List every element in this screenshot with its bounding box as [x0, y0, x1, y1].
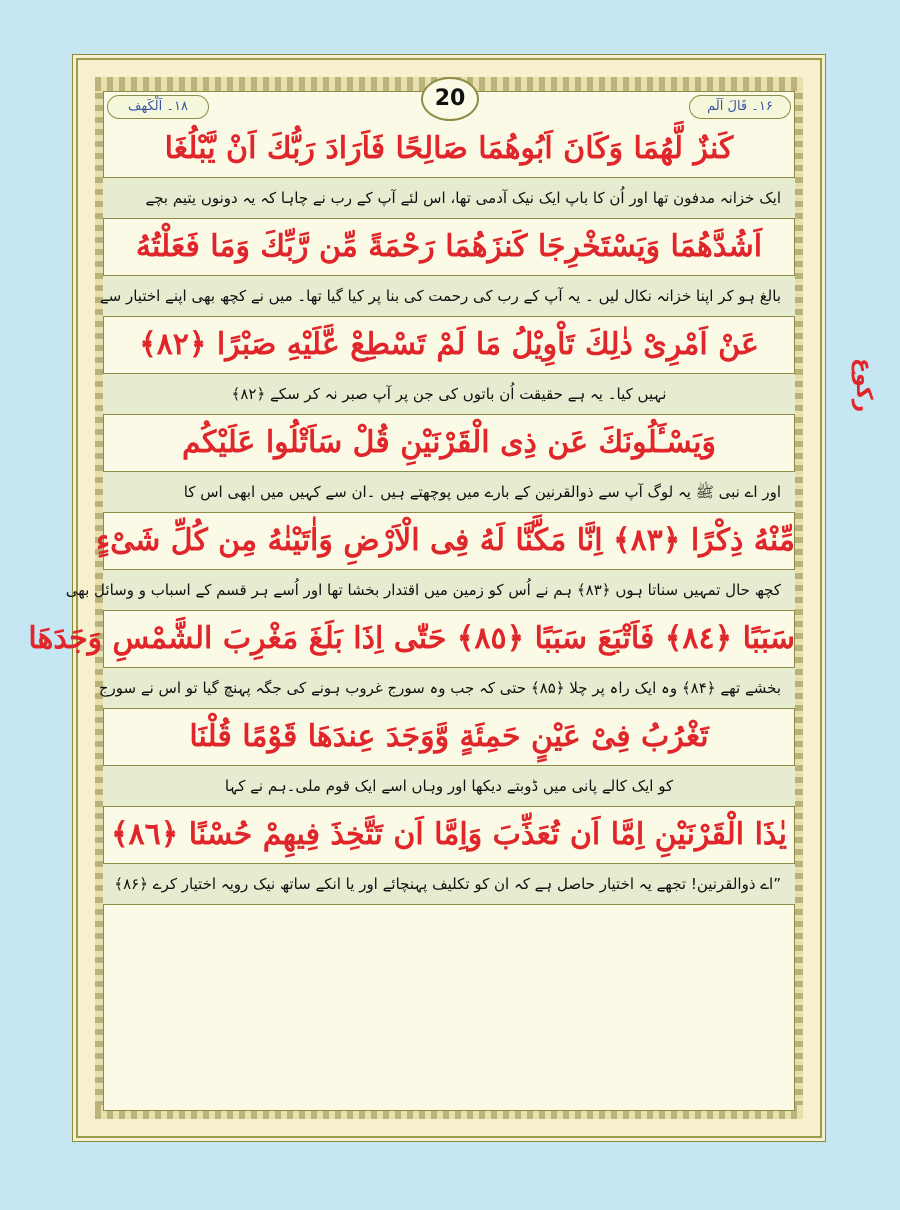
urdu-translation: بخشے تھے ﴿۸۴﴾ وہ ایک راہ پر چلا ﴿۸۵﴾ حتی کہ جب وہ سورج غروب ہونے کی جگہ پہنچ گیا تو اس نے سورج: [103, 667, 795, 709]
urdu-translation: ایک خزانہ مدفون تھا اور اُن کا باپ ایک نیک آدمی تھا، اس لئے آپ کے رب نے چاہا کہ یہ دونوں یتیم بچے: [103, 177, 795, 219]
page-frame: [28, 54, 826, 1142]
arabic-line: كَنزٌ لَّهُمَا وَكَانَ اَبُوهُمَا صَالِحًا فَاَرَادَ رَبُّكَ اَنْ يَّبْلُغَا: [164, 131, 734, 166]
urdu-translation: کو ایک کالے پانی میں ڈوبتے دیکھا اور وہاں اسے ایک قوم ملی۔ہم نے کہا: [103, 765, 795, 807]
arabic-line: اَشُدَّهُمَا وَيَسْتَخْرِجَا كَنزَهُمَا رَحْمَةً مِّن رَّبِّكَ وَمَا فَعَلْتُهُ: [135, 229, 763, 264]
arabic-line: سَبَبًا ﴿٨٤﴾ فَاَتْبَعَ سَبَبًا ﴿٨٥﴾ حَتّٰى اِذَا بَلَغَ مَغْرِبَ الشَّمْسِ وَجَدَهَا: [28, 621, 795, 656]
arabic-line: يٰذَا الْقَرْنَيْنِ اِمَّا اَن تُعَذِّبَ وَاِمَّا اَن تَتَّخِذَ فِيهِمْ حُسْنًا ﴿٨٦﴾: [110, 817, 788, 852]
para-label: ۱۶۔ قَالَ اَلَم: [689, 95, 791, 119]
arabic-line: عَنْ اَمْرِىْ ذٰلِكَ تَاْوِيْلُ مَا لَمْ تَسْطِعْ عَّلَيْهِ صَبْرًا ﴿٨٢﴾: [139, 327, 759, 362]
urdu-translation: کچھ حال تمہیں سناتا ہوں ﴿۸۳﴾ ہم نے اُس کو زمین میں اقتدار بخشا تھا اور اُسے ہر قسم کے اسباب و وسائل بھی: [103, 569, 795, 611]
urdu-translation: بالغ ہو کر اپنا خزانہ نکال لیں ۔ یہ آپ کے رب کی رحمت کی بنا پر کیا گیا تھا۔ میں نے کچھ بھی اپنے اختیار سے: [103, 275, 795, 317]
arabic-line: مِّنْهُ ذِكْرًا ﴿٨٣﴾ اِنَّا مَكَّنَّا لَهُ فِى الْاَرْضِ وَاٰتَيْنٰهُ مِن كُلِّ شَىْءٍ: [96, 523, 795, 558]
page-number: 20: [421, 77, 479, 121]
page-header: [103, 86, 795, 121]
urdu-translation: ”اے ذوالقرنین! تجھے یہ اختیار حاصل ہے کہ ان کو تکلیف پہنچائے اور یا انکے ساتھ نیک رویہ اختیار کرے ﴿۸۶﴾: [103, 863, 795, 905]
urdu-translation: نہیں کیا۔ یہ ہے حقیقت اُن باتوں کی جن پر آپ صبر نہ کر سکے ﴿۸۲﴾: [103, 373, 795, 415]
page-content: [28, 121, 795, 905]
urdu-translation: اور اے نبی ﷺ یہ لوگ آپ سے ذوالقرنین کے بارے میں پوچھتے ہیں ۔ان سے کہیں میں ابھی اس کا: [103, 471, 795, 513]
arabic-line: تَغْرُبُ فِىْ عَيْنٍ حَمِئَةٍ وَّوَجَدَ عِندَهَا قَوْمًا قُلْنَا: [189, 719, 709, 754]
arabic-line: وَيَسْـَٔلُونَكَ عَن ذِى الْقَرْنَيْنِ قُلْ سَاَتْلُوا عَلَيْكُم: [181, 425, 716, 460]
surah-label: ۱۸۔ اَلْکَھف: [107, 95, 209, 119]
ruku-marker: رکوع: [851, 357, 876, 413]
